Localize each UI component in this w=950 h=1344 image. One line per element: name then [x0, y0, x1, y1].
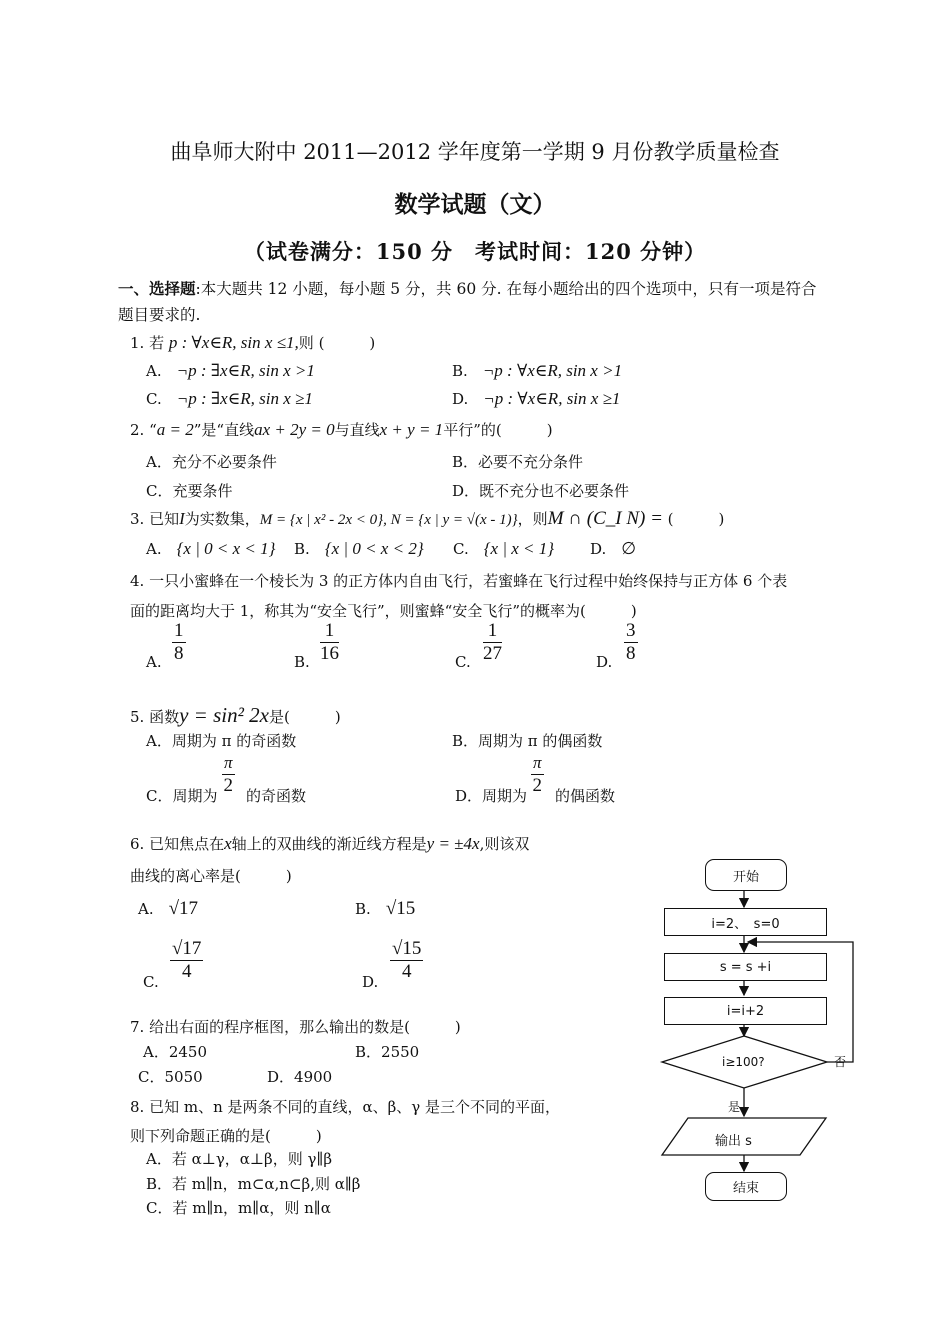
q3-c-text: {x | x < 1}	[483, 539, 555, 558]
q6-b-label: B.	[355, 900, 371, 918]
q1-c-label: C.	[146, 390, 162, 408]
q4-c-fraction	[483, 620, 502, 665]
q4-line1: 4. 一只小蜜蜂在一个棱长为 3 的正方体内自由飞行，若蜜蜂在飞行过程中始终保持与正方体 6 个表	[130, 572, 788, 590]
q1-suffix: 则	[298, 334, 314, 352]
section-heading: 一、选择题	[118, 279, 196, 298]
q4-b-fraction	[320, 620, 339, 665]
q1-math: p : ∀x∈R, sin x ≤1,	[168, 333, 299, 352]
q6-d-label: D.	[362, 973, 379, 991]
q5-d-num: π	[531, 752, 544, 775]
q8-line2: 则下列命题正确的是( )	[130, 1127, 322, 1145]
q2-math3: x + y = 1	[379, 420, 444, 439]
q1-option-d	[452, 388, 620, 409]
q4-a-fraction	[172, 620, 186, 665]
q3-math1: I	[179, 509, 185, 528]
q6-d-den: 4	[401, 961, 412, 982]
q5-stem	[130, 703, 341, 728]
q6-option-a	[138, 898, 198, 920]
flowchart-yes-label: 是	[728, 1100, 741, 1114]
q1-blank: ( )	[318, 334, 376, 352]
q6-prefix: 6. 已知焦点在	[130, 835, 225, 853]
q1-b-label: B.	[452, 362, 468, 380]
flowchart-accumulate: s = s +i	[664, 953, 827, 981]
q3-prefix: 3. 已知	[130, 510, 180, 528]
q7-option-b: B．2550	[355, 1043, 420, 1061]
exam-info: （试卷满分：150 分 考试时间：120 分钟）	[243, 239, 707, 264]
q4-c-num: 1	[483, 620, 502, 643]
q6-c-label: C.	[143, 973, 159, 991]
q1-a-text: ¬p : ∃x∈R, sin x >1	[176, 361, 315, 380]
section-intro-text: :本大题共 12 小题，每小题 5 分，共 60 分. 在每小题给出的四个选项中，只有一项是符合	[195, 280, 817, 298]
q4-b-num: 1	[320, 620, 339, 643]
q1-b-text: ¬p : ∀x∈R, sin x >1	[482, 361, 623, 380]
q3-mid2: ，则	[517, 510, 548, 528]
q6-d-fraction	[390, 938, 423, 983]
q2-mid2: 与直线	[334, 421, 380, 439]
q6-line2: 曲线的离心率是( )	[130, 867, 292, 885]
flowchart-increment: i=i+2	[664, 997, 827, 1025]
section-intro-line2: 题目要求的.	[118, 306, 201, 324]
q6-math1: x	[224, 834, 232, 853]
q2-stem	[130, 419, 553, 440]
q3-a-label: A.	[146, 540, 162, 558]
q1-option-a	[146, 360, 315, 381]
flowchart-end: 结束	[705, 1172, 787, 1201]
q5-d-fraction	[531, 752, 544, 797]
q3-option-d	[590, 538, 636, 559]
q6-suffix: ,则该双	[479, 835, 530, 853]
flowchart-no-label: 否	[834, 1055, 847, 1069]
q1-d-label: D.	[452, 390, 469, 408]
q5-option-a: A．周期为 π 的奇函数	[146, 732, 297, 750]
q5-math: y = sin² 2x	[179, 703, 269, 727]
q2-math2: ax + 2y = 0	[254, 420, 335, 439]
q6-math2: y = ±4x	[426, 834, 480, 853]
q6-stem	[130, 833, 529, 854]
q1-d-text: ¬p : ∀x∈R, sin x ≥1	[483, 389, 621, 408]
q4-c-label: C.	[455, 653, 471, 671]
exam-title: 曲阜师大附中 2011—2012 学年度第一学期 9 月份教学质量检查	[170, 140, 780, 164]
q2-math1: a = 2	[156, 420, 194, 439]
q1-a-label: A.	[146, 362, 162, 380]
q5-c-den: 2	[223, 775, 234, 796]
q6-b-text: √15	[385, 898, 416, 919]
q5-c-fraction	[222, 752, 235, 797]
q6-c-num: √17	[172, 938, 202, 959]
q8-option-b: B．若 m∥n，m⊂α,n⊂β,则 α∥β	[146, 1175, 361, 1193]
q4-b-label: B.	[294, 653, 310, 671]
q5-prefix: 5. 函数	[130, 708, 180, 726]
q7-stem: 7. 给出右面的程序框图，那么输出的数是( )	[130, 1018, 461, 1036]
q2-option-a: A．充分不必要条件	[146, 453, 277, 471]
q7-option-d: D．4900	[267, 1068, 333, 1086]
q3-stem	[130, 508, 724, 530]
flowchart-condition-text: i≥100?	[722, 1055, 765, 1069]
q6-a-text: √17	[168, 898, 199, 919]
q6-option-b	[355, 898, 415, 920]
q4-d-num: 3	[626, 620, 636, 641]
q2-option-c: C．充要条件	[146, 482, 233, 500]
q4-line2: 面的距离均大于 1，称其为“安全飞行”，则蜜蜂“安全飞行”的概率为( )	[130, 602, 637, 620]
q8-option-c: C．若 m∥n，m∥α，则 n∥α	[146, 1199, 331, 1217]
q3-math3: M ∩ (C_I N) =	[547, 508, 663, 529]
q5-suffix: 是( )	[268, 708, 341, 726]
q4-a-label: A.	[146, 653, 162, 671]
q6-d-num: √15	[392, 938, 422, 959]
q3-option-a	[146, 538, 275, 559]
q1-prefix: 1. 若	[130, 334, 165, 352]
q3-option-b	[294, 538, 424, 559]
q4-d-label: D.	[596, 653, 613, 671]
flowchart-output-text: 输出 s	[715, 1134, 752, 1149]
section-intro-line1	[118, 277, 816, 299]
q4-d-den: 8	[626, 643, 636, 664]
q5-d-pre: D．周期为	[455, 787, 528, 805]
q5-c-num: π	[222, 752, 235, 775]
q8-line1: 8. 已知 m、n 是两条不同的直线，α、β、γ 是三个不同的平面，	[130, 1098, 561, 1116]
q6-a-label: A.	[138, 900, 154, 918]
q5-d-den: 2	[532, 775, 543, 796]
q3-math2: M = {x | x² - 2x < 0}, N = {x | y = √(x - 1)}	[259, 512, 518, 528]
q3-a-text: {x | 0 < x < 1}	[176, 539, 276, 558]
q3-blank: ( )	[667, 510, 725, 528]
q4-d-fraction	[624, 620, 638, 665]
q1-c-text: ¬p : ∃x∈R, sin x ≥1	[176, 389, 313, 408]
q7-option-c: C．5050	[138, 1068, 203, 1086]
q4-a-den: 8	[174, 643, 184, 664]
q3-c-label: C.	[453, 540, 469, 558]
q1-option-b	[452, 360, 622, 381]
q3-mid: 为实数集，	[184, 510, 260, 528]
q4-c-den: 27	[483, 643, 502, 664]
q3-option-c	[453, 538, 554, 559]
q1-stem	[130, 332, 375, 353]
flowchart-init: i=2、 s=0	[664, 908, 827, 936]
q4-b-den: 16	[320, 643, 339, 664]
q3-d-label: D.	[590, 540, 607, 558]
q5-c-post: 的奇函数	[246, 787, 307, 805]
flowchart-start: 开始	[705, 859, 787, 891]
q6-mid: 轴上的双曲线的渐近线方程是	[231, 835, 427, 853]
q2-option-d: D．既不充分也不必要条件	[452, 482, 630, 500]
q3-b-label: B.	[294, 540, 310, 558]
q8-option-a: A．若 α⊥γ，α⊥β，则 γ∥β	[146, 1150, 333, 1168]
q2-mid1: ”是“直线	[193, 421, 255, 439]
q2-prefix: 2. “	[130, 421, 157, 439]
q4-a-num: 1	[174, 620, 184, 641]
q3-d-text: ∅	[621, 539, 637, 558]
flowchart-connectors	[655, 850, 865, 1210]
q6-c-den: 4	[181, 961, 192, 982]
q5-c-pre: C．周期为	[146, 787, 218, 805]
q5-option-b: B．周期为 π 的偶函数	[452, 732, 603, 750]
q3-b-text: {x | 0 < x < 2}	[324, 539, 424, 558]
q6-c-fraction	[170, 938, 203, 983]
exam-subtitle: 数学试题（文）	[394, 191, 556, 218]
q1-option-c	[146, 388, 313, 409]
q2-option-b: B．必要不充分条件	[452, 453, 584, 471]
q7-option-a: A．2450	[143, 1043, 208, 1061]
q2-suffix: 平行”的( )	[443, 421, 553, 439]
q5-d-post: 的偶函数	[555, 787, 616, 805]
